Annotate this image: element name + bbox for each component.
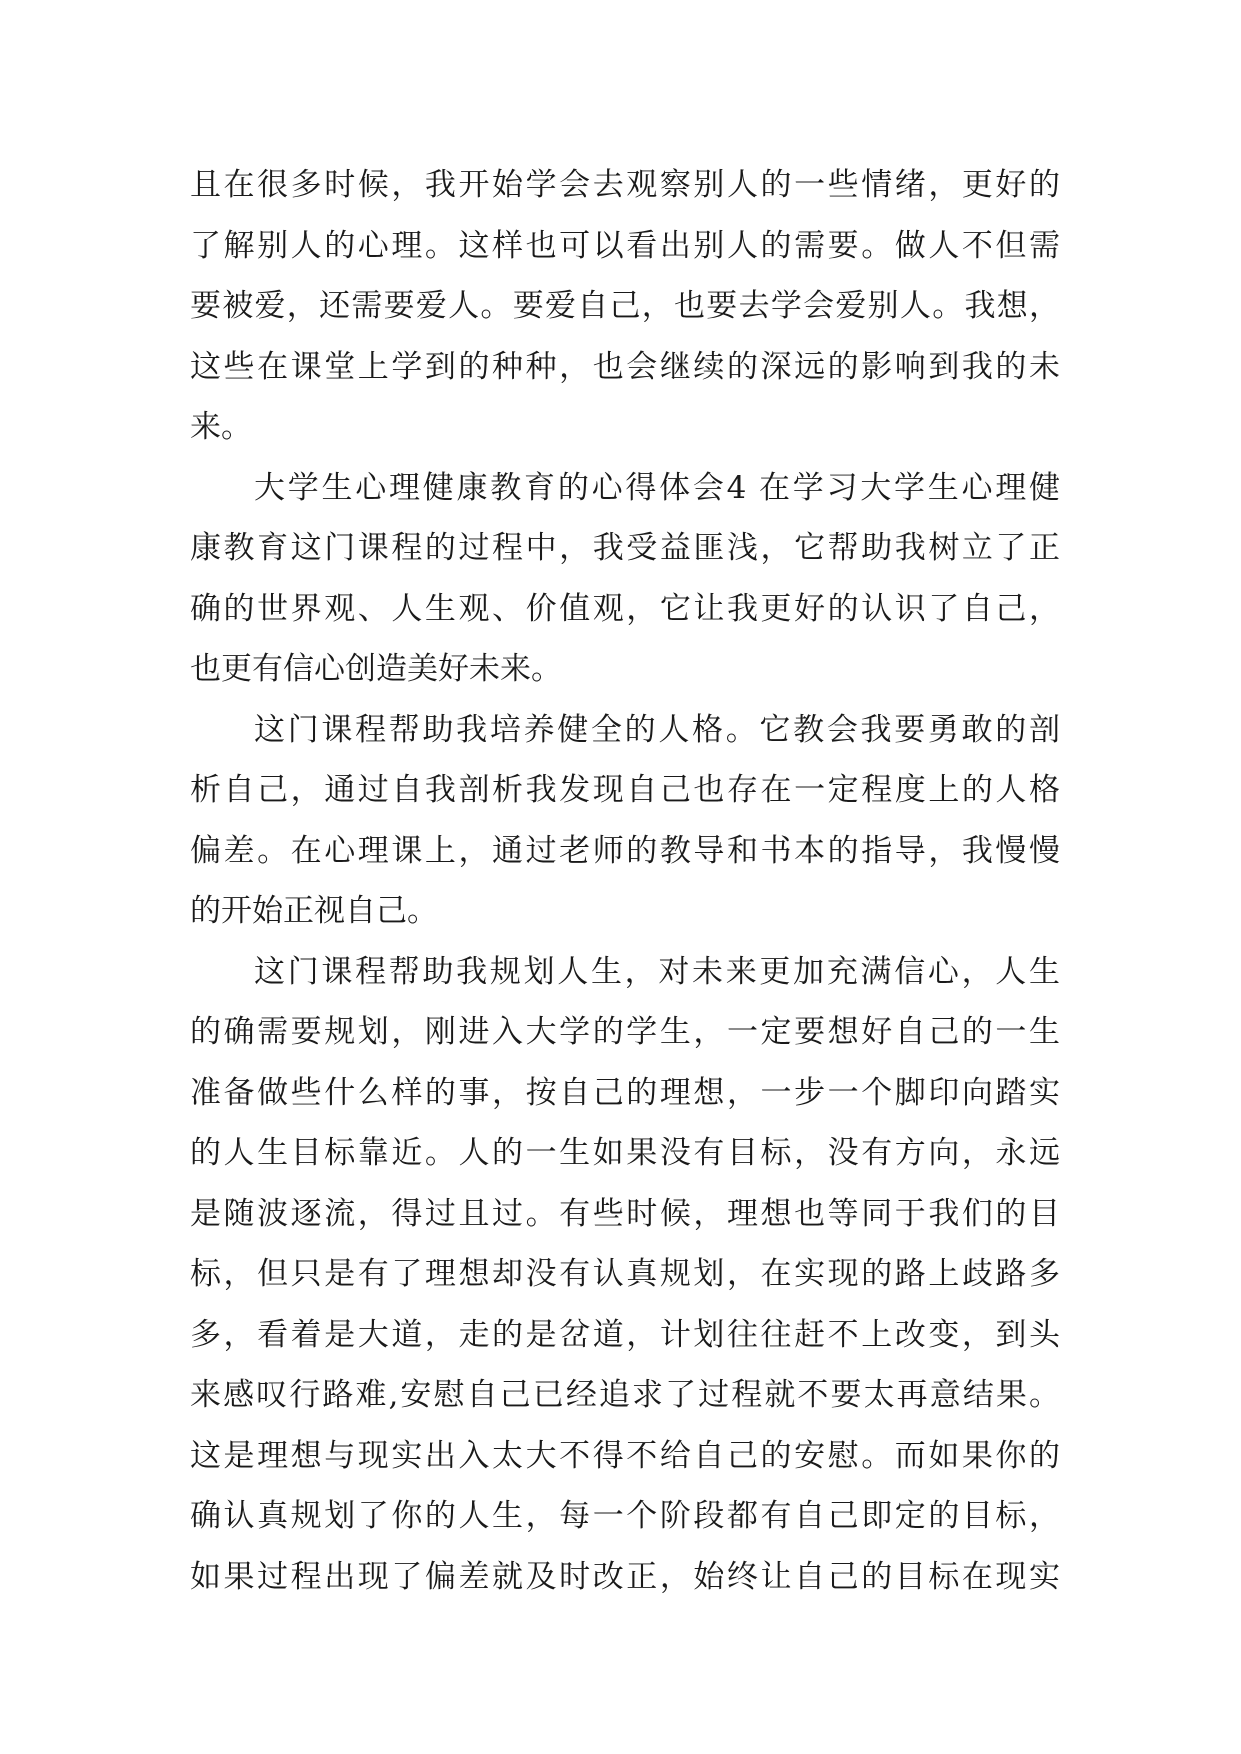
text-line: 标，但只是有了理想却没有认真规划，在实现的路上歧路多: [190, 1256, 1060, 1292]
text-line: 康教育这门课程的过程中，我受益匪浅，它帮助我树立了正: [190, 530, 1060, 566]
text-line: 析自己，通过自我剖析我发现自己也存在一定程度上的人格: [190, 772, 1060, 808]
text-line: 如果过程出现了偏差就及时改正，始终让自己的目标在现实: [190, 1558, 1060, 1595]
text-line: 偏差。在心理课上，通过老师的教导和书本的指导，我慢慢: [190, 832, 1060, 869]
text-line: 确的世界观、人生观、价值观，它让我更好的认识了自己，: [190, 590, 1060, 627]
text-line: 且在很多时候，我开始学会去观察别人的一些情绪，更好的: [190, 167, 1060, 203]
text-line: 来感叹行路难,安慰自己已经追求了过程就不要太再意结果。: [190, 1377, 1060, 1413]
text-line: 是随波逐流，得过且过。有些时候，理想也等同于我们的目: [190, 1195, 1060, 1232]
paragraph-3: [190, 700, 1060, 942]
text-line: 了解别人的心理。这样也可以看出别人的需要。做人不但需: [190, 227, 1060, 264]
text-line: 来。: [190, 409, 252, 445]
document-body: [190, 155, 1060, 1607]
text-line: 这门课程帮助我规划人生，对未来更加充满信心，人生: [254, 953, 1060, 990]
text-line: 的人生目标靠近。人的一生如果没有目标，没有方向，永远: [190, 1135, 1060, 1171]
text-line: 确认真规划了你的人生，每一个阶段都有自己即定的目标，: [190, 1498, 1060, 1534]
text-line: 也更有信心创造美好未来。: [190, 651, 562, 687]
text-line: 的确需要规划，刚进入大学的学生，一定要想好自己的一生: [190, 1014, 1060, 1050]
text-line: 这门课程帮助我培养健全的人格。它教会我要勇敢的剖: [254, 711, 1060, 748]
paragraph-4: [190, 942, 1060, 1608]
text-line: 多，看着是大道，走的是岔道，计划往往赶不上改变，到头: [190, 1316, 1060, 1353]
text-line: 的开始正视自己。: [190, 893, 438, 929]
text-line: 准备做些什么样的事，按自己的理想，一步一个脚印向踏实: [190, 1074, 1060, 1111]
paragraph-2: [190, 458, 1060, 700]
text-line: 这些在课堂上学到的种种，也会继续的深远的影响到我的未: [190, 348, 1060, 385]
text-line: 这是理想与现实出入太大不得不给自己的安慰。而如果你的: [190, 1437, 1060, 1474]
text-line: 大学生心理健康教育的心得体会4 在学习大学生心理健: [254, 469, 1060, 506]
paragraph-1: [190, 155, 1060, 458]
text-line: 要被爱，还需要爱人。要爱自己，也要去学会爱别人。我想，: [190, 288, 1060, 324]
